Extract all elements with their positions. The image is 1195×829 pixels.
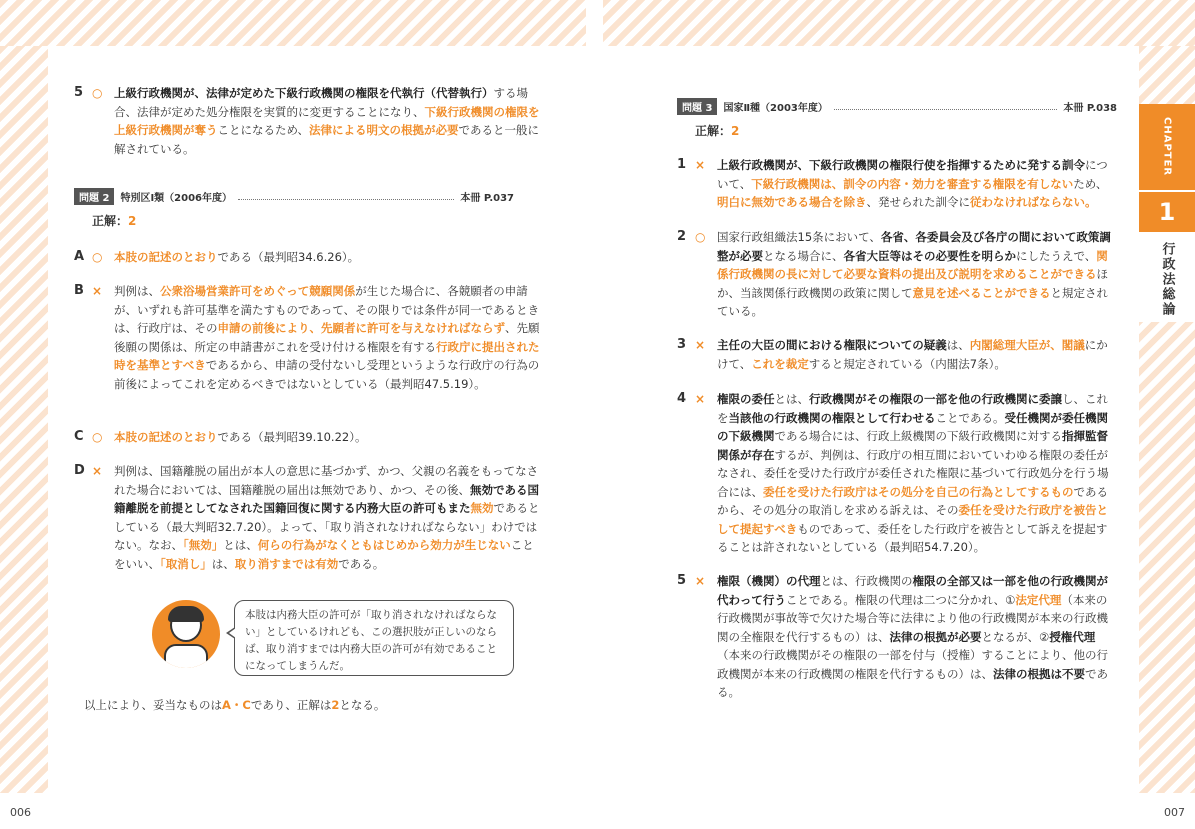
page-reference: 本冊 P.038 [1063,103,1117,114]
chapter-tab [1139,104,1195,190]
cross-mark-icon: × [695,158,706,172]
answer-line: 正解：2 [695,124,740,138]
cross-mark-icon: × [92,284,103,298]
circle-mark-icon: ○ [92,86,103,100]
choice-a: A ○ 本肢の記述のとおりである（最判昭34.6.26）。 [74,248,544,268]
cross-mark-icon: × [695,392,706,406]
page-right [603,46,1139,793]
right-item-4: 4 × 権限の委任とは、行政機関がその権限の一部を他の行政機関に委譲し、これを当該他の行政機関の権限として行わせることである。受任機関が委任機関の下級機関である場合には、行政上級機関の下級行政機関に対する指揮監督関係が存在するが、判例は、行政庁の相互間においていわゆる権限の委任がなされ、委任を受けた行政庁が委任された権限に基づいて行政処分を行う場合には、委任を受けた行政庁はその処分を自己の行為としてするものであるから、その処分の取消しを求める訴えは、その委任を受けた行政庁を被告として提起すべきものであって、委任をした行政庁を被告として訴えを提起することは許されないとしている（最判昭54.7.20）。 [677,391,1109,554]
leader-dots [834,104,1057,110]
question-header [677,98,1117,115]
page-left [48,46,586,793]
answer-number: 2 [731,124,740,138]
answer-line: 正解：2 [92,214,137,228]
header-band-left [0,0,586,46]
question-header [74,188,514,205]
leader-dots [238,194,454,200]
right-item-2: 2 ○ 国家行政組織法15条において、各省、各委員会及び各庁の間において政策調整が必要となる場合に、各省大臣等はその必要性を明らかにしたうえで、関係行政機関の長に対して必要な資料の提出及び説明を求めることができるほか、当該関係行政機関の政策に関して意見を述べることができると規定されている。 [677,229,1111,318]
margin-band-left [0,46,48,793]
teacher-avatar-icon [152,600,220,668]
question-tag: 問題 2 [74,188,114,205]
choice-c: C ○ 本肢の記述のとおりである（最判昭39.10.22）。 [74,428,544,448]
cross-mark-icon: × [695,338,706,352]
conclusion: 以上により、妥当なものはA・Cであり、正解は2となる。 [84,698,386,712]
choice-b: B × 判例は、公衆浴場営業許可をめぐって競願関係が生じた場合に、各競願者の申請が、いずれも許可基準を満たすものであって、その限りでは条件が同一であるときは、行政庁は、その申請の前後により、先願者に許可を与えなければならず、先願後願の関係は、所定の申請書がこれを受け付ける権限を有する行政庁に提出された時を基準とすべきであるから、申請の受付ないし受理というような行政庁の行為の前後によってこれを定めるべきではないとしている（最判昭47.5.19）。 [74,283,540,391]
circle-mark-icon: ○ [92,250,103,264]
speech-bubble: 本肢は内務大臣の許可が「取り消されなければならない」としているけれども、この選択肢が正しいのならば、取り消すまでは内務大臣の許可が有効であることになってしまうんだ。 [234,600,514,676]
right-item-3: 3 × 主任の大臣の間における権限についての疑義は、内閣総理大臣が、閣議にかけて、これを裁定すると規定されている（内閣法7条）。 [677,337,1108,371]
question-source: 国家Ⅱ種（2003年度） [723,103,828,114]
right-item-5: 5 × 権限（機関）の代理とは、行政機関の権限の全部又は一部を他の行政機関が代わって行うことである。権限の代理は二つに分かれ、①法定代理（本来の行政機関が事故等で欠けた場合等に法律により他の行政機関が本来の行政機関の全権限を代行するもの）は、法律の根拠が必要となるが、②授権代理（本来の行政機関がその権限の一部を付与（授権）することにより、他の行政機関が本来の行政機関の権限を代行するもの）は、法律の根拠は不要である。 [677,573,1108,699]
item-text: 上級行政機関が、法律が定めた下級行政機関の権限を代執行（代替執行）する場合、法律が定めた処分権限を実質的に変更することになり、下級行政機関の権限を上級行政機関が奪うことになるため、法律による明文の根拠が必要であると一般に解されている。 [114,86,540,156]
chapter-label: CHAPTER [1161,117,1173,177]
page-number-left: 006 [10,806,31,819]
cross-mark-icon: × [695,574,706,588]
chapter-title: 行政法総論 [1139,232,1195,322]
page-gutter [586,0,603,829]
header-band-right [603,0,1195,46]
circle-mark-icon: ○ [695,230,706,244]
cross-mark-icon: × [92,464,103,478]
question-source: 特別区Ⅰ類（2006年度） [120,193,233,204]
page-reference: 本冊 P.037 [460,193,514,204]
left-item-5 [74,84,544,156]
right-item-1: 1 × 上級行政機関が、下級行政機関の権限行使を指揮するために発する訓令について、下級行政機関は、訓令の内容・効力を審査する権限を有しないため、明白に無効である場合を除き、発せられた訓令に従わなければならない。 [677,157,1108,209]
answer-number: 2 [128,214,137,228]
choice-d: D × 判例は、国籍離脱の届出が本人の意思に基づかず、かつ、父親の名義をもってなされた場合においては、国籍離脱の届出は無効であり、かつ、その後、無効である国籍離脱を前提としてなされた国籍回復に関する内務大臣の許可もまた無効であるとしている（最大判昭32.7.20）。よって、「取り消されなければならない」わけではない。なお、「無効」とは、何らの行為がなくともはじめから効力が生じないことをいい、「取消し」は、取り消すまでは有効である。 [74,463,540,571]
circle-mark-icon: ○ [92,430,103,444]
chapter-number: 1 [1139,190,1195,232]
page-number-right: 007 [1164,806,1185,819]
question-tag: 問題 3 [677,98,717,115]
item-number: 5 [74,85,84,100]
